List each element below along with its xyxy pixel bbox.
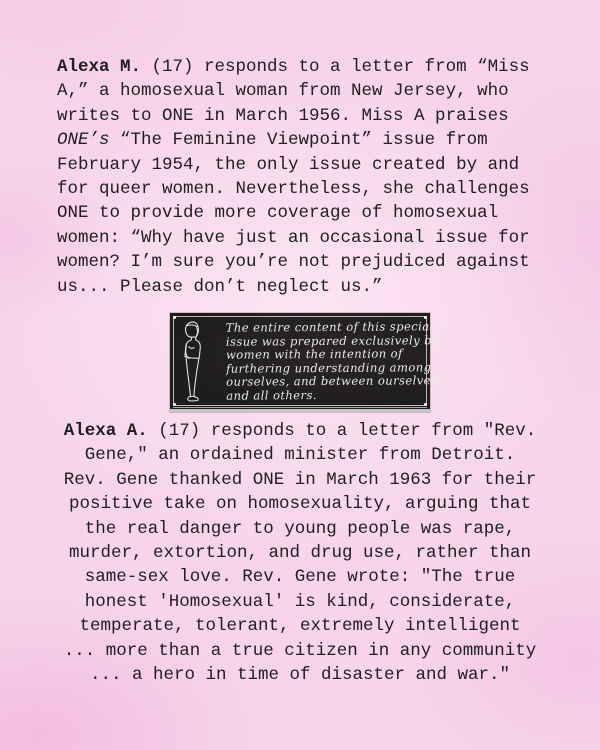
frame-corner-dot	[173, 316, 176, 319]
text-line: and all others.	[226, 387, 317, 403]
frame-bottom-rule	[173, 407, 427, 408]
text-line: ... a hero in time of disaster and war."	[89, 665, 511, 686]
paragraph-alexa-a	[54, 419, 546, 687]
text-line: Gene," an ordained minister from Detroit.	[84, 445, 516, 466]
text-line: murder, extortion, and drug use, rather than	[68, 543, 532, 564]
text-line: Rev. Gene thanked ONE in March 1963 for their	[63, 469, 537, 490]
text-line: The entire content of this special	[225, 319, 434, 335]
text-line: us... Please don’t neglect us.”	[57, 276, 383, 297]
text-line: furthering understanding among	[225, 359, 432, 376]
text-line: ... more than a true citizen in any community	[63, 640, 537, 661]
text-line: women? I’m sure you’re not prejudiced against	[57, 252, 530, 273]
text-line: for queer women. Nevertheless, she challenges	[57, 179, 530, 200]
paragraph-alexa-m	[57, 55, 549, 299]
frame-corner-dot	[424, 403, 427, 406]
text-line: same-sex love. Rev. Gene wrote: "The true	[84, 567, 516, 588]
text-line: issue was prepared exclusively by	[225, 332, 439, 349]
text-line: A,” a homosexual woman from New Jersey, who	[57, 81, 509, 102]
one-magazine-clipping	[170, 313, 439, 412]
text-line: women: “Why have just an occasional issue for	[57, 227, 530, 248]
text-line: Alexa A. (17) responds to a letter from "Rev.	[63, 421, 537, 441]
text-line: positive take on homosexuality, arguing that	[68, 494, 532, 515]
woman-sketch-illustration	[177, 320, 219, 402]
text-line: ONE to provide more coverage of homosexual	[57, 203, 499, 224]
text-line: women with the intention of	[225, 346, 403, 362]
clipping-caption	[225, 319, 439, 403]
text-line: the real danger to young people was rape,	[84, 518, 516, 539]
frame-corner-dot	[173, 403, 176, 406]
text-line: honest 'Homosexual' is kind, considerate,	[84, 591, 516, 612]
text-line: ourselves, and between ourselves	[226, 373, 438, 389]
text-line: February 1954, the only issue created by and	[57, 154, 520, 175]
text-line: temperate, tolerant, extremely intelligent	[79, 616, 521, 637]
text-line: ONE’s “The Feminine Viewpoint” issue from	[57, 130, 488, 151]
text-line: Alexa M. (17) responds to a letter from “Miss	[57, 57, 530, 77]
text-line: writes to ONE in March 1956. Miss A praises	[57, 105, 509, 126]
